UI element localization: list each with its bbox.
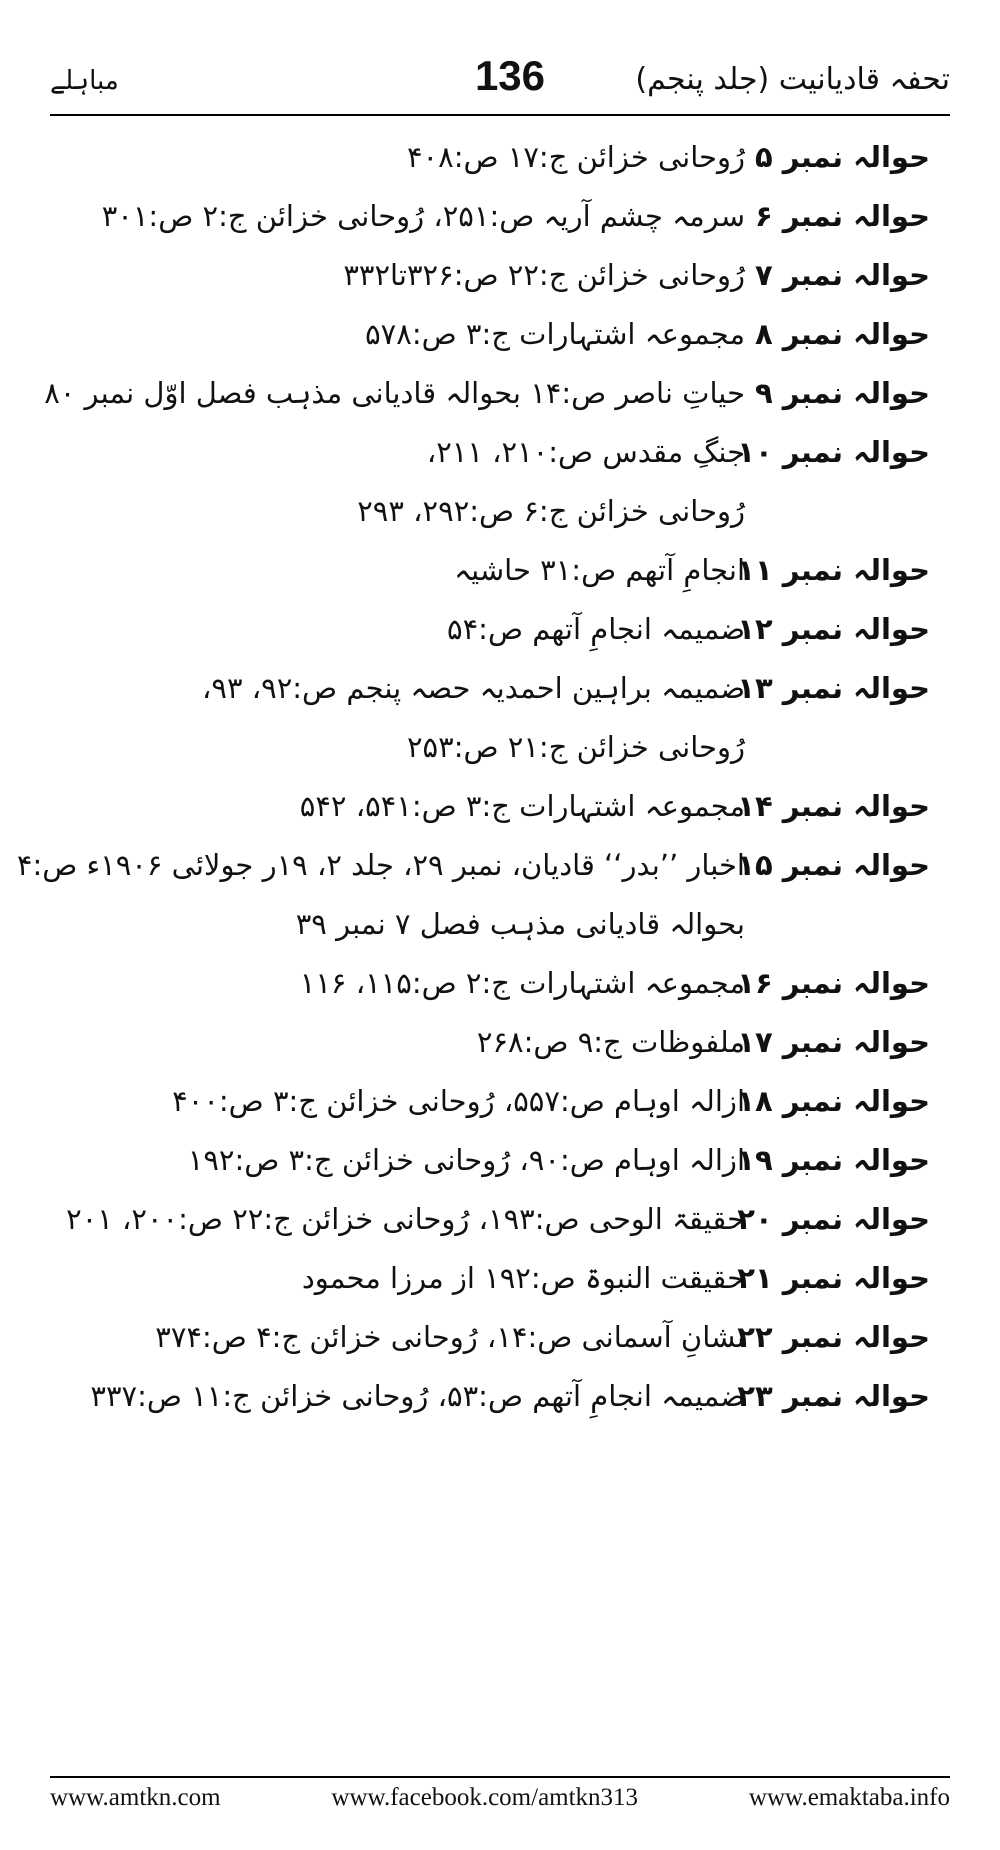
reference-text: رُوحانی خزائن ج:۱۷ ص:۴۰۸ xyxy=(406,140,745,174)
page-header xyxy=(50,48,950,114)
reference-text: جنگِ مقدس ص:۲۱۰، ۲۱۱، xyxy=(426,435,745,469)
reference-row xyxy=(16,836,950,895)
reference-text: حیاتِ ناصر ص:۱۴ بحوالہ قادیانی مذہب فصل اوّل نمبر ۸۰ xyxy=(44,376,745,410)
header-divider xyxy=(50,114,950,116)
reference-row xyxy=(50,305,950,364)
reference-label: حوالہ نمبر ۹ xyxy=(754,376,930,410)
reference-row xyxy=(50,482,950,541)
reference-row xyxy=(50,895,950,954)
footer-divider xyxy=(50,1776,950,1778)
reference-text: بحوالہ قادیانی مذہب فصل ۷ نمبر ۳۹ xyxy=(295,907,745,941)
reference-label: حوالہ نمبر ۱۵ xyxy=(737,848,930,882)
reference-label: حوالہ نمبر ۱۶ xyxy=(737,966,930,1000)
reference-text: ضمیمہ انجامِ آتھم ص:۵۴ xyxy=(447,612,745,646)
reference-text: رُوحانی خزائن ج:۲۲ ص:۳۲۶تا۳۳۲ xyxy=(343,258,745,292)
reference-row xyxy=(50,1249,950,1308)
reference-row xyxy=(50,246,950,305)
footer-link-emaktaba[interactable]: www.emaktaba.info xyxy=(748,1784,950,1811)
reference-list xyxy=(16,128,950,1426)
footer-link-amtkn[interactable]: www.amtkn.com xyxy=(50,1784,221,1811)
reference-row xyxy=(50,954,950,1013)
reference-row xyxy=(50,423,950,482)
reference-row xyxy=(50,1131,950,1190)
reference-label: حوالہ نمبر ۲۱ xyxy=(737,1261,930,1295)
reference-text: حقیقۃ الوحی ص:۱۹۳، رُوحانی خزائن ج:۲۲ ص:۲۰۰، ۲۰۱ xyxy=(66,1202,745,1236)
reference-text: ضمیمہ براہین احمدیہ حصہ پنجم ص:۹۲، ۹۳، xyxy=(202,671,745,705)
reference-row xyxy=(50,1308,950,1367)
book-title: تحفہ قادیانیت (جلد پنجم) xyxy=(635,62,950,97)
reference-row xyxy=(44,364,950,423)
reference-label: حوالہ نمبر ۱۴ xyxy=(737,789,930,823)
reference-text: انجامِ آتھم ص:۳۱ حاشیہ xyxy=(454,553,745,587)
reference-label: حوالہ نمبر ۱۸ xyxy=(737,1084,930,1118)
reference-label: حوالہ نمبر ۲۲ xyxy=(737,1320,930,1354)
reference-text: اخبار ’’بدر‘‘ قادیان، نمبر ۲۹، جلد ۲، ۱۹ر جولائی ۱۹۰۶ء ص:۴ xyxy=(16,848,745,882)
reference-label: حوالہ نمبر ۱۲ xyxy=(737,612,930,646)
reference-row xyxy=(50,187,950,246)
reference-row xyxy=(50,128,950,187)
footer-link-facebook[interactable]: www.facebook.com/amtkn313 xyxy=(331,1784,639,1811)
page-number: 136 xyxy=(474,52,546,99)
reference-label: حوالہ نمبر ۲۳ xyxy=(737,1379,930,1413)
reference-row xyxy=(50,1367,950,1426)
page-footer xyxy=(50,1784,950,1820)
chapter-title: مباہلے xyxy=(50,66,119,96)
reference-label: حوالہ نمبر ۱۷ xyxy=(737,1025,930,1059)
reference-row xyxy=(50,777,950,836)
reference-label: حوالہ نمبر ۵ xyxy=(754,140,930,174)
reference-label: حوالہ نمبر ۷ xyxy=(754,258,930,292)
reference-label: حوالہ نمبر ۱۹ xyxy=(737,1143,930,1177)
reference-row xyxy=(50,1072,950,1131)
reference-text: مجموعہ اشتہارات ج:۲ ص:۱۱۵، ۱۱۶ xyxy=(299,966,745,1000)
reference-label: حوالہ نمبر ۱۱ xyxy=(737,553,930,587)
reference-text: ازالہ اوہام ص:۵۵۷، رُوحانی خزائن ج:۳ ص:۴۰۰ xyxy=(172,1084,745,1118)
reference-text: مجموعہ اشتہارات ج:۳ ص:۵۴۱، ۵۴۲ xyxy=(299,789,745,823)
reference-text: ازالہ اوہام ص:۹۰، رُوحانی خزائن ج:۳ ص:۱۹۲ xyxy=(187,1143,745,1177)
reference-row xyxy=(50,541,950,600)
reference-text: حقیقت النبوۃ ص:۱۹۲ از مرزا محمود xyxy=(301,1261,745,1295)
reference-label: حوالہ نمبر ۲۰ xyxy=(737,1202,930,1236)
reference-row xyxy=(50,600,950,659)
reference-row xyxy=(50,1190,950,1249)
reference-text: سرمہ چشم آریہ ص:۲۵۱، رُوحانی خزائن ج:۲ ص:۳۰۱ xyxy=(101,199,745,233)
reference-label: حوالہ نمبر ۱۳ xyxy=(737,671,930,705)
reference-text: رُوحانی خزائن ج:۲۱ ص:۲۵۳ xyxy=(406,730,745,764)
reference-row xyxy=(50,718,950,777)
reference-label: حوالہ نمبر ۶ xyxy=(754,199,930,233)
reference-text: ضمیمہ انجامِ آتھم ص:۵۳، رُوحانی خزائن ج:۱۱ ص:۳۳۷ xyxy=(90,1379,745,1413)
reference-row xyxy=(50,659,950,718)
reference-text: ملفوظات ج:۹ ص:۲۶۸ xyxy=(476,1025,745,1059)
reference-text: نشانِ آسمانی ص:۱۴، رُوحانی خزائن ج:۴ ص:۳۷۴ xyxy=(155,1320,745,1354)
reference-row xyxy=(50,1013,950,1072)
reference-label: حوالہ نمبر ۱۰ xyxy=(737,435,930,469)
reference-label: حوالہ نمبر ۸ xyxy=(754,317,930,351)
reference-text: رُوحانی خزائن ج:۶ ص:۲۹۲، ۲۹۳ xyxy=(357,494,745,528)
reference-text: مجموعہ اشتہارات ج:۳ ص:۵۷۸ xyxy=(365,317,745,351)
